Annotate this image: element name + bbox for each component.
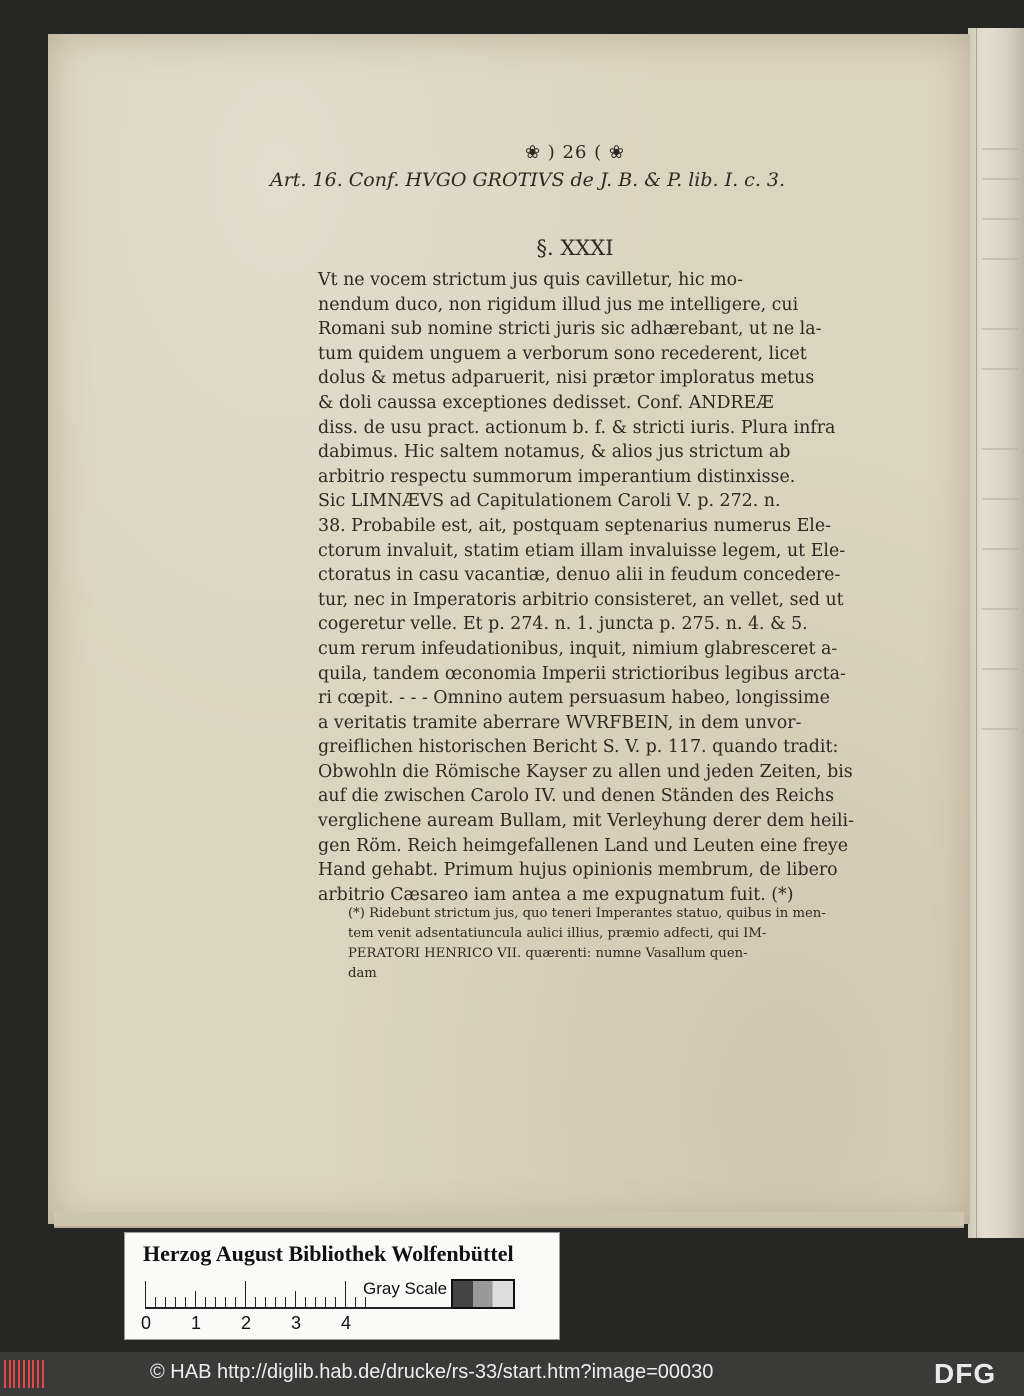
library-color-bar — [124, 1232, 560, 1340]
art-reference: Art. 16. Conf. HVGO GROTIVS de J. B. & P. lib. I. c. 3. — [270, 169, 786, 191]
source-credit-link[interactable]: © HAB http://diglib.hab.de/drucke/rs-33/start.htm?image=00030 — [150, 1361, 714, 1383]
barcode-icon — [4, 1360, 46, 1388]
section-title: §. XXXI — [536, 236, 614, 260]
scale-number: 4 — [341, 1313, 352, 1333]
scale-number: 2 — [241, 1313, 252, 1333]
gray-scale-label: Gray Scale — [363, 1279, 448, 1298]
body-text: Vt ne vocem strictum jus quis cavilletur, hic mo- nendum duco, non rigidum illud jus me intelligere, cui Romani sub nomine stricti juris sic adhærebant, ut ne la- tum quidem unguem a verborum sono recederent, licet dolus & metus adparuerit, nisi prætor imploratus metus & doli caussa exceptiones dedisset. Conf. ANDREÆ diss. de usu pract. actionum b. f. & stricti iuris. Plura infra dabimus. Hic saltem notamus, & alios jus strictum ab arbitrio respectu summorum imperantium distinxisse. Sic LIMNÆVS ad Capitulationem Caroli V. p. 272. n. 38. Probabile est, ait, postquam septenarius numerus Ele- ctorum invaluit, statim etiam illam invaluisse legem, ut Ele- ctoratus in casu vacantiæ, denuo alii in feudum concedere- tur, nec in Imperatoris arbitrio consisteret, an vellet, sed ut cogeretur velle. Et p. 274. n. 1. juncta p. 275. n. 4. & 5. cum rerum infeudationibus, inquit, nimium glabresceret a- quila, tandem œconomia Imperii strictioribus legibus arcta- ri cœpit. - - - Omnino autem persuasum habeo, longissime a veritatis tramite aberrare WVRFBEIN, in dem unvor- greiflichen historischen Bericht S. V. p. 117. quando tradit: Obwohln die Römische Kayser zu allen und jeden Zeiten, bis auf die zwischen Carolo IV. und denen Ständen des Reichs verglichene auream Bullam, mit Verleyhung derer dem heili- gen Röm. Reich heimgefallenen Land und Leuten eine freye Hand gehabt. Primum hujus opinionis membrum, de libero arbitrio Cæsareo iam antea a me expugnatum fuit. (*) — [318, 270, 854, 905]
gray-scale-swatch — [451, 1279, 515, 1309]
page-bottom-edge — [54, 1212, 964, 1228]
page-header: ❀ ) 26 ( ❀ — [525, 142, 625, 163]
scale-numbers — [139, 1313, 479, 1333]
scale-number: 3 — [291, 1313, 302, 1333]
footnote: (*) Ridebunt strictum jus, quo teneri Imperantes statuo, quibus in men- tem venit adsentatiuncula aulici illius, præmio adfecti, qui IM- PERATORI HENRICO VII. quærenti: numne Vasallum quen- dam — [348, 906, 826, 981]
next-page-edge — [968, 28, 1024, 1238]
dfg-logo: DFG — [934, 1358, 997, 1389]
scale-number: 0 — [141, 1313, 152, 1333]
footer-bar — [0, 1352, 1024, 1396]
library-name: Herzog August Bibliothek Wolfenbüttel — [143, 1241, 514, 1266]
scale-number: 1 — [191, 1313, 202, 1333]
